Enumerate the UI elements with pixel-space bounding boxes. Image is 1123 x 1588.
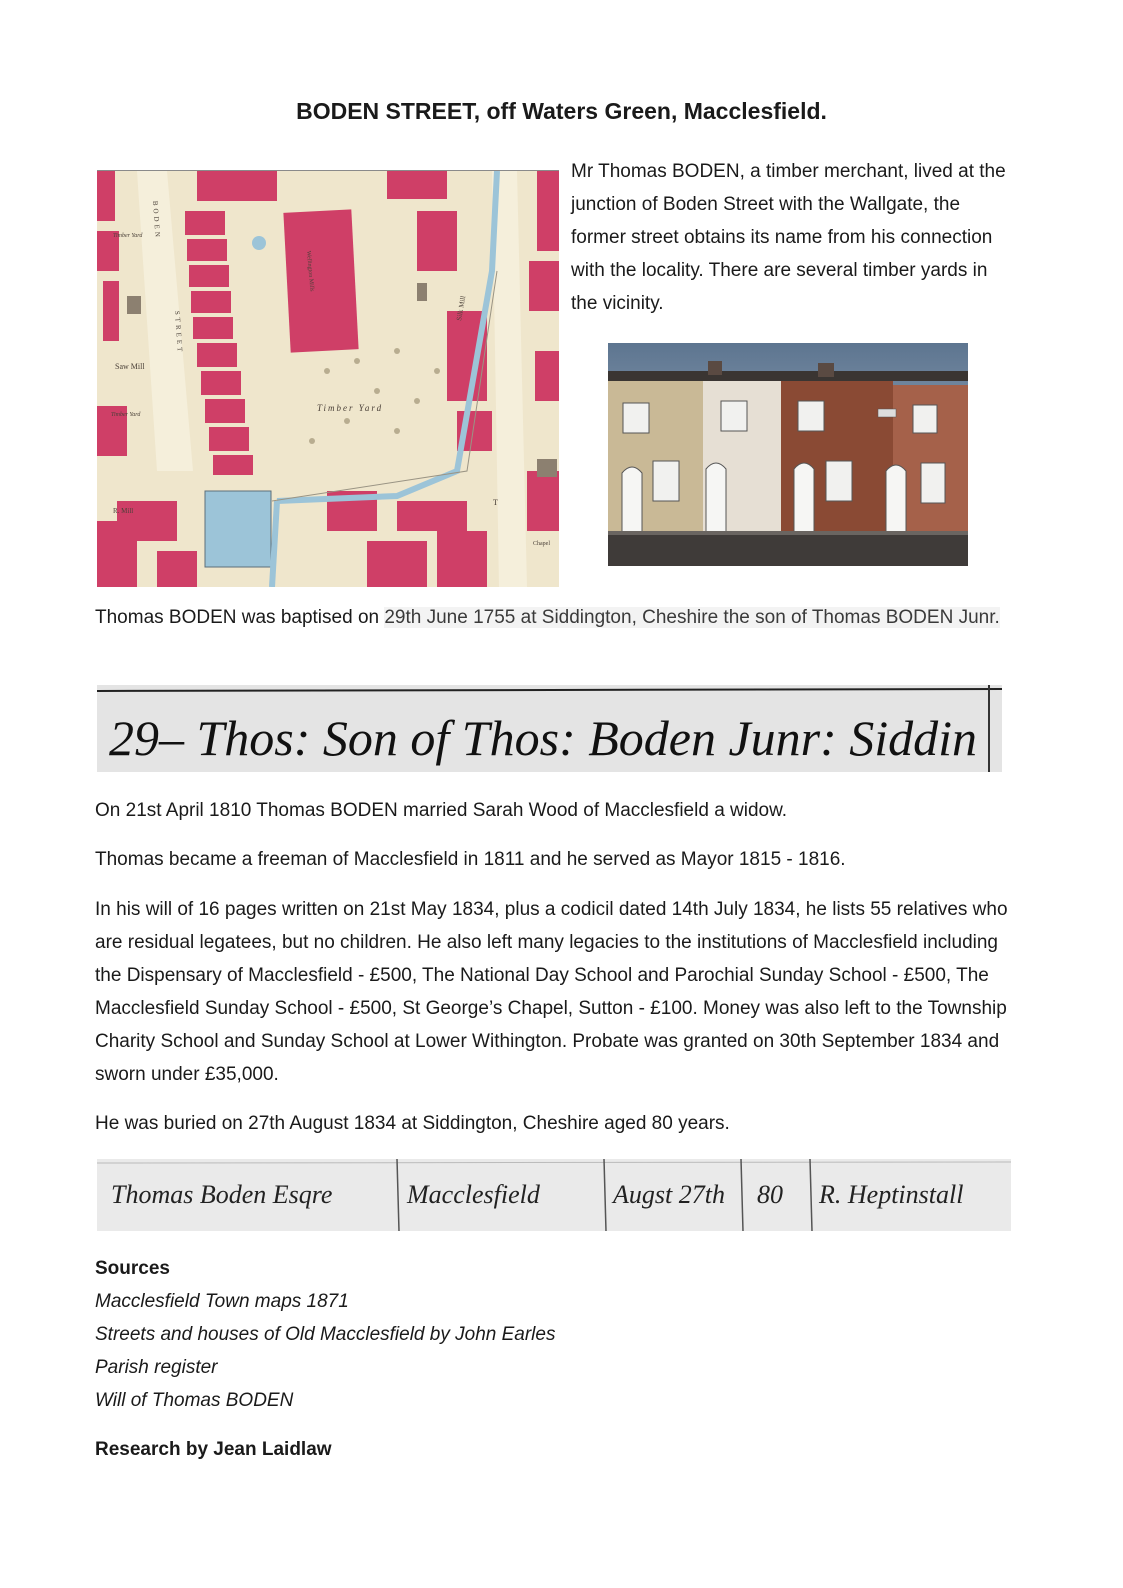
source-item: Parish register: [95, 1357, 218, 1378]
burial-record-place: Macclesfield: [407, 1180, 540, 1209]
baptism-register-text: 29– Thos: Son of Thos: Boden Junr: Siddin: [109, 710, 978, 766]
burial-register-image: [97, 1159, 1011, 1231]
burial-record-date: Augst 27th: [613, 1180, 725, 1209]
baptism-register-svg: [97, 685, 1002, 772]
will-paragraph: In his will of 16 pages written on 21st May 1834, plus a codicil dated 14th July 1834, he lists 55 relatives who are residual legatees, but no children. He also left many legacies to the institutions of Macclesfield including the Dispensary of Macclesfield - £500, The National Day School and Parochial Sunday School - £500, The Macclesfield Sunday School - £500, St George’s Chapel, Sutton - £100. Money was also left to the Township Charity School and Sunday School at Lower Withington. Probate was granted on 30th September 1834 and sworn under £35,000.: [95, 899, 1008, 1085]
source-item: Streets and houses of Old Macclesfield by John Earles: [95, 1324, 556, 1345]
street-photo: [608, 343, 968, 566]
map-label-saw-mill: Saw Mill: [115, 362, 145, 371]
map-label-boden: BODEN: [151, 200, 162, 241]
street-photo-svg: [608, 343, 968, 566]
research-credit: Research by Jean Laidlaw: [95, 1439, 332, 1460]
burial-paragraph: He was buried on 27th August 1834 at Siddington, Cheshire aged 80 years.: [95, 1113, 730, 1134]
baptism-paragraph: [95, 601, 1035, 634]
map-label-timber-yard-left2: Timber Yard: [111, 412, 141, 418]
map-label-street: STREET: [173, 310, 185, 355]
map-label-timber-yard: Timber Yard: [317, 403, 384, 413]
map-label-t: T: [493, 498, 498, 507]
baptism-highlight: 29th June 1755 at Siddington, Cheshire the son of Thomas BODEN Junr.: [384, 607, 1000, 628]
baptism-prefix: Thomas BODEN was baptised on: [95, 607, 385, 628]
map-label-timber-yard-left: Timber Yard: [113, 233, 143, 239]
source-item: Macclesfield Town maps 1871: [95, 1291, 349, 1312]
burial-register-svg: [97, 1159, 1011, 1231]
marriage-paragraph: On 21st April 1810 Thomas BODEN married Sarah Wood of Macclesfield a widow.: [95, 800, 788, 821]
map-image: [97, 170, 559, 587]
map-label-chapel: Chapel: [533, 541, 550, 547]
intro-paragraph: Mr Thomas BODEN, a timber merchant, lived at the junction of Boden Street with the Wallgate, the former street obtains its name from his connection with the locality. There are several timber yards in the vicinity.: [571, 161, 1006, 314]
map-label-wellington-mills: Wellington Mills: [305, 250, 315, 292]
map-label-silk-mill: Silk Mill: [455, 295, 468, 322]
source-item: Will of Thomas BODEN: [95, 1390, 294, 1411]
freeman-paragraph: Thomas became a freeman of Macclesfield in 1811 and he served as Mayor 1815 - 1816.: [95, 849, 846, 870]
map-svg: [97, 171, 559, 587]
map-label-r-mill: R. Mill: [113, 507, 134, 515]
burial-record-age: 80: [757, 1180, 783, 1209]
burial-record-name: Thomas Boden Esqre: [111, 1180, 333, 1209]
sources-heading: Sources: [95, 1258, 170, 1279]
sources-list: [95, 1285, 555, 1417]
baptism-register-image: [97, 685, 1002, 772]
burial-record-officiant: R. Heptinstall: [819, 1180, 964, 1209]
page-title: BODEN STREET, off Waters Green, Macclesfield.: [296, 98, 827, 124]
